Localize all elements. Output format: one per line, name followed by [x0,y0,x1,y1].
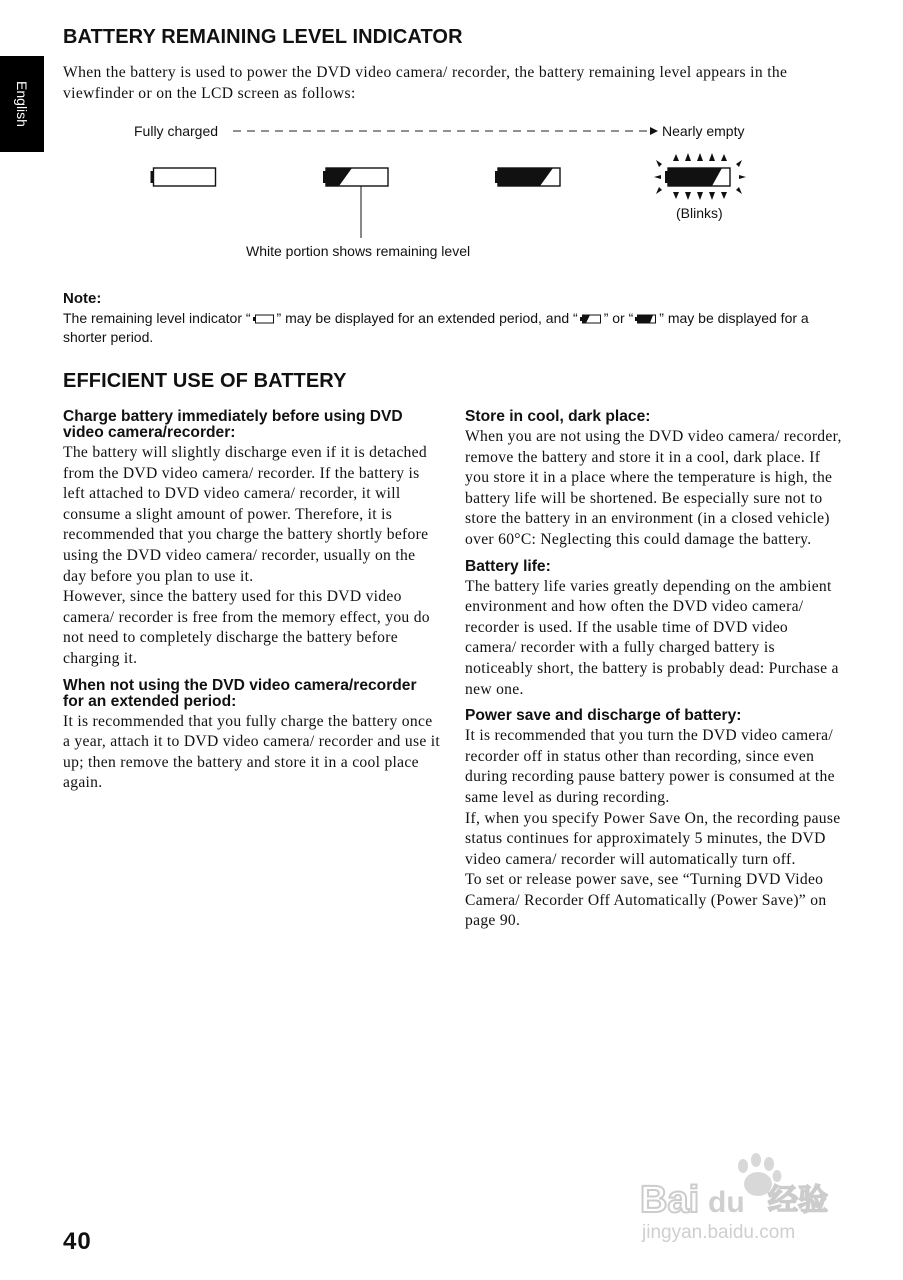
baidu-watermark-logo [640,1150,855,1250]
section-title-efficient-use: EFFICIENT USE OF BATTERY [63,370,347,392]
power-save-block [465,708,843,932]
blinks-label: (Blinks) [676,205,723,221]
battery-partial-icon [323,168,388,186]
power-save-paragraph-3: To set or release power save, see “Turning DVD Video Camera/ Recorder Off Automatically (Power Save)” on page 90. [465,871,827,930]
extended-period-paragraph: It is recommended that you fully charge the battery once a year, attach it to DVD video camera/ recorder and use it up; then remove the battery and store it in a cool place again. [63,712,440,792]
cool-dark-place-paragraph: When you are not using the DVD video camera/ recorder, remove the battery and store it in a cool, dark place. If you store it in a place where the temperature is high, the battery life will be shortened. Be especially sure not to store the battery in an environment (in a closed vehicle) over 60°C: Neglecting this could damage the battery. [465,428,842,548]
svg-text:经验: 经验 [768,1183,828,1218]
extended-period-heading: When not using the DVD video camera/recorder for an extended period: [63,676,417,710]
mini-battery-low-icon [635,314,657,324]
cool-dark-place-block [465,409,843,551]
battery-full-icon [151,168,216,186]
power-save-heading: Power save and discharge of battery: [465,707,742,725]
fully-charged-label: Fully charged [134,123,219,139]
battery-empty-blinking-icon [654,153,746,200]
cool-dark-place-heading: Store in cool, dark place: [465,408,651,425]
note-text-3: ” or “ [603,310,634,326]
language-tab-label: English [14,81,30,127]
arrow-head-icon [650,127,658,135]
note-body [63,309,853,347]
mini-battery-full-icon [253,314,275,324]
extended-period-block [63,678,441,794]
svg-text:jingyan.baidu.com: jingyan.baidu.com [642,1222,796,1243]
svg-text:Bai: Bai [640,1179,700,1221]
battery-life-block [465,559,843,701]
charge-before-use-paragraph: The battery will slightly discharge even if it is detached from the DVD video camera/ recorder. If the battery is left attached to DVD video camera/ recorder, it will consume a slight amount of power. Therefore, it is recommended that you charge the battery shortly before using the DVD video camera/ recorder, usually on the day before you plan to use it. [63,444,429,585]
power-save-paragraph-1: It is recommended that you turn the DVD video camera/ recorder off in status other than recording, since even during recording pause battery power is consumed at the same level as during recording. [465,727,835,806]
nearly-empty-label: Nearly empty [662,123,745,139]
charge-before-use-heading: Charge battery immediately before using DVD video camera/recorder: [63,408,403,441]
note-text-4: ” may be displayed for a shorter period. [63,310,809,345]
charge-before-use-block [63,409,441,670]
memory-effect-paragraph: However, since the battery used for this DVD video camera/ recorder is free from the memory effect, you do not need to completely discharge the battery before charging it. [63,588,430,667]
mini-battery-partial-icon [580,314,602,324]
callout-label: White portion shows remaining level [246,243,471,259]
battery-life-heading: Battery life: [465,557,551,575]
note-text-1: The remaining level indicator “ [63,310,251,326]
right-column [465,409,843,940]
svg-text:du: du [708,1186,745,1219]
power-save-paragraph-2: If, when you specify Power Save On, the recording pause status continues for approximately 5 minutes, the DVD video camera/ recorder will automatically turn off. [465,809,841,868]
page-number: 40 [63,1228,92,1255]
note-text-2: ” may be displayed for an extended period, and “ [276,310,578,326]
battery-low-icon [495,168,560,186]
intro-paragraph: When the battery is used to power the DVD video camera/ recorder, the battery remaining level appears in the viewfinder or on the LCD screen as follows: [63,64,788,102]
battery-diagram-graphics [0,0,903,270]
battery-life-paragraph: The battery life varies greatly depending on the ambient environment and how often the DVD video camera/ recorder is used. If the usable time of DVD video camera/ recorder with a fully charged battery is noticeably short, the battery is probably dead: Purchase a new one. [465,577,839,698]
note-title: Note: [63,290,102,307]
left-column [63,409,441,802]
section-title-battery-indicator: BATTERY REMAINING LEVEL INDICATOR [63,26,463,48]
